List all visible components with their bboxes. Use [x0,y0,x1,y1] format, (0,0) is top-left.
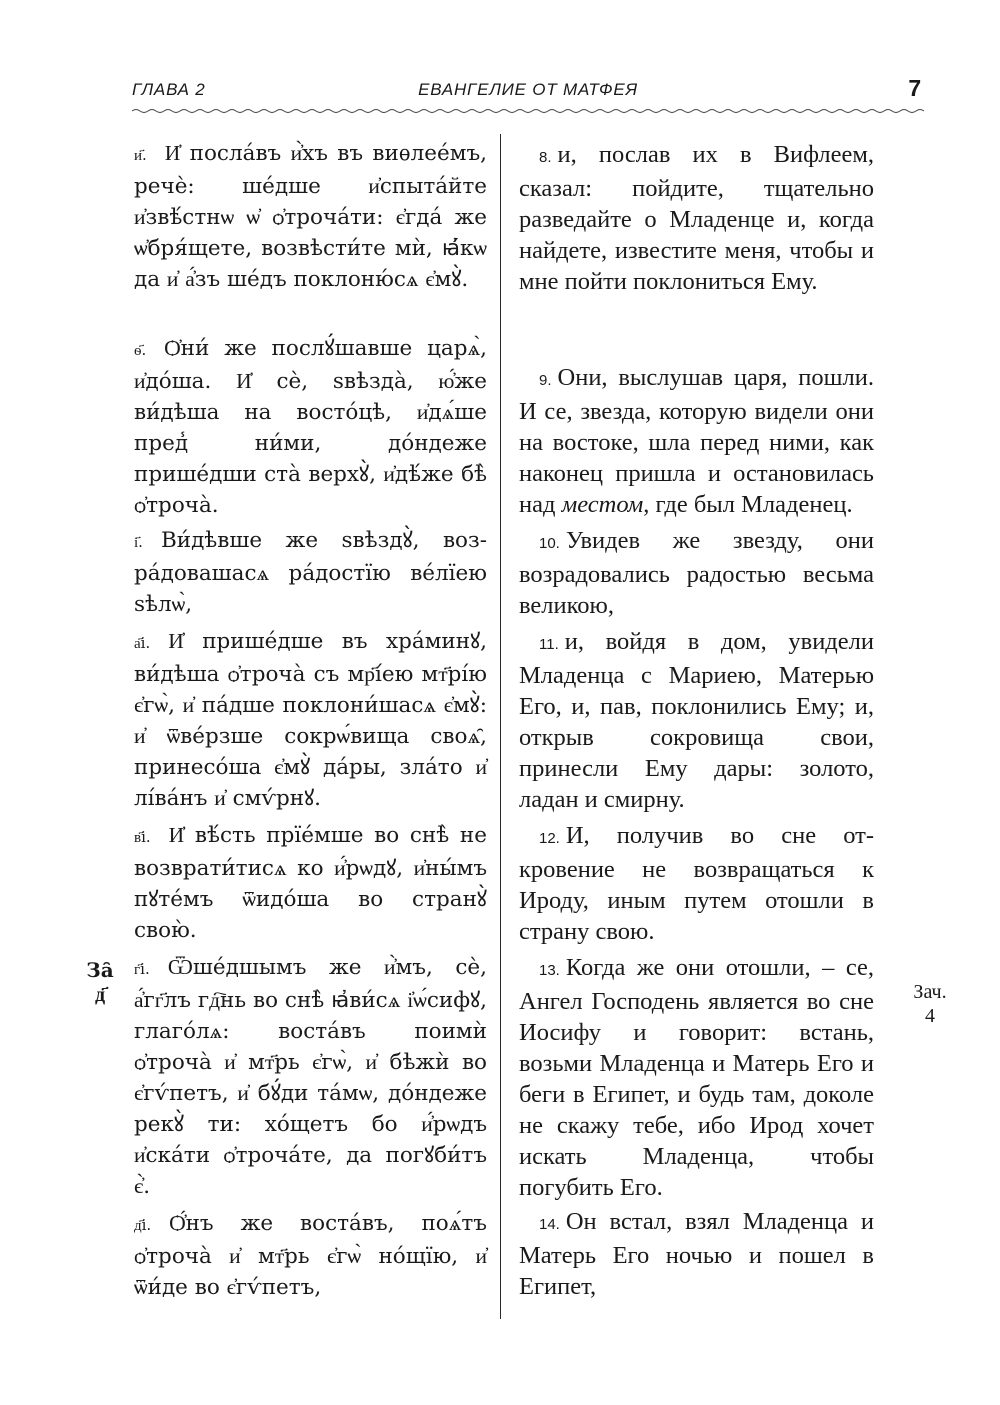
verse-number: 13. [539,962,560,979]
cs-verse [134,626,487,814]
verse-text: Он встал, взял Младенца и Матерь Его ночью и пошел в Египет, [519,1208,874,1300]
cs-verse [134,952,487,1202]
cs-verse [134,1208,487,1303]
verse-text: Ѻ҆ни́ же послꙋ́шавше царѧ̀, и҆до́ша. И҆ сѐ, ѕвѣзда̀, ю҆́же ви́дѣша на восто́цѣ, и҆дѧ́ше пред̾ ни́ми, до́ндеже прише́дши ста̀ верхꙋ̀, и҆дѣ́же бѣ̀ ѻ҆троча̀. [134,336,487,518]
verse-number: 14. [539,1216,560,1233]
verse-number: 12. [539,830,560,847]
book-title: ЕВАНГЕЛИЕ ОТ МАТФЕЯ [418,80,638,99]
cs-verse [134,820,487,946]
verse-text: Когда же они отошли, – се, Ангел Господень является во сне Иосифу и говорит: встань, возьми Младенца и Матерь Его и беги в Египет, и будь там, доколе не скажу тебе, ибо Ирод хочет искать Младенца, чтобы погубить Его. [519,954,874,1201]
verse-text: Ѿше́дшымъ же и҆̀мъ, сѐ, а҆́гг҃лъ гд҇нь во снѣ̀ ꙗ҆ви́сѧ і҆ѡ́сифꙋ, глаго́лѧ: воста́въ поимѝ ѻ҆троча̀ и҆ мт҃рь є҆гѡ̀, и҆ бѣжѝ во є҆гѵ́петъ, и҆ бꙋ́ди та́мѡ, до́ндеже рекꙋ̀ ти: хо́щетъ бо и҆́рѡдъ и҆ска́ти ѻ҆троча́те, да погꙋби́тъ є҆̀. [134,955,487,1199]
verse-text: , где был Младенец. [643,491,853,518]
verse-number: 10. [539,535,560,552]
verse-text: И҆ вѣ́сть прїе́мше во снѣ̀ не возврати́тисѧ ко и҆́рѡдꙋ, и҆ны́мъ пꙋте́мъ ѿидо́ша во странꙋ̀ свою̀. [134,823,487,943]
ru-verse [519,952,874,1203]
ru-verse [519,362,874,520]
verse-number: ѳ҃. [134,341,147,359]
verse-text: И҆ прише́дше въ хра́минꙋ, ви́дѣша ѻ҆троча̀ съ мр҃і́ею мт҃рі́ю є҆гѡ̀, и҆ па́дше поклони́шасѧ є҆мꙋ̀: и҆ ѿве́рзше сокрѡ́вища своѧ̑, принесо́ша є҆мꙋ̀ да́ры, зла́то и҆ лі́ва́нъ и҆ смѵ́рнꙋ. [134,629,487,811]
verse-text: и, послав их в Вифлеем, сказал: пойдите, тщательно разведайте о Младенце и, когда найдете, известите меня, чтобы и мне пойти поклониться Ему. [519,141,874,295]
verse-number: а҃і. [134,634,151,652]
verse-text-italic: местом [561,491,644,518]
verse-text: Ви́дѣвше же ѕвѣздꙋ̀, возра́довашасѧ ра́достїю ве́лїею ѕѣлѡ̀, [134,528,487,617]
ru-verse [519,139,874,297]
cs-verse [134,138,487,295]
verse-text: Они, выслушав царя, пошли. И се, звезда, которую видели они на востоке, шла перед ними, как наконец пришла и остановилась над [519,364,874,518]
zachalo-label: Зач. [913,981,947,1003]
verse-number: 9. [539,372,552,389]
verse-number: и҃. [134,146,147,164]
cs-verse [134,333,487,521]
zachalo-number: 4 [925,1005,935,1027]
ru-verse [519,626,874,815]
verse-text: и, войдя в дом, увидели Младенца с Мариею, Матерью Его, и, пав, поклонились Ему; и, открыв сокровища свои, принесли Ему дары: золото, ладан и смирну. [519,628,874,813]
verse-number: в҃і. [134,828,151,846]
verse-text: Ѻ҆́нъ же воста́въ, поѧ́тъ ѻ҆троча̀ и҆ мт҃рь є҆гѡ̀ но́щїю, и҆ ѿи́де во є҆гѵ́петъ, [134,1211,487,1300]
cs-verse [134,525,487,620]
ru-verse [519,525,874,621]
verse-text: И҆ посла́въ и҆̀хъ въ виѳлее́мъ, речѐ: ше́дше и҆спыта́йте и҆звѣ́стнѡ ѡ҆ ѻ҆троча́ти: є҆гда́ же ѡ҆бря́щете, возвѣсти́те мѝ, ꙗ҆́кѡ да и҆ а҆́зъ ше́дъ поклоню́сѧ є҆мꙋ̀. [134,141,487,292]
column-divider [500,134,501,1319]
ru-verse [519,820,874,947]
verse-number: 8. [539,149,552,166]
verse-number: і҃. [134,533,143,551]
verse-number: д҃і. [134,1216,152,1234]
verse-text: И, получив во сне откровение не возвращаться к Ироду, иным путем отошли в страну свою. [519,822,874,945]
verse-text: Увидев же звезду, они возрадовались радостью весьма великою, [519,527,874,619]
ru-verse [519,1206,874,1302]
verse-number: 11. [539,636,559,653]
verse-number: г҃і. [134,960,150,978]
chapter-label: ГЛАВА 2 [132,80,206,99]
zachalo-note-russian [900,980,960,1028]
zachalo-note-slavonic: За̑ д҃ [86,958,114,1006]
page-number: 7 [908,75,922,101]
running-header [132,76,924,104]
wavy-rule [132,106,924,116]
